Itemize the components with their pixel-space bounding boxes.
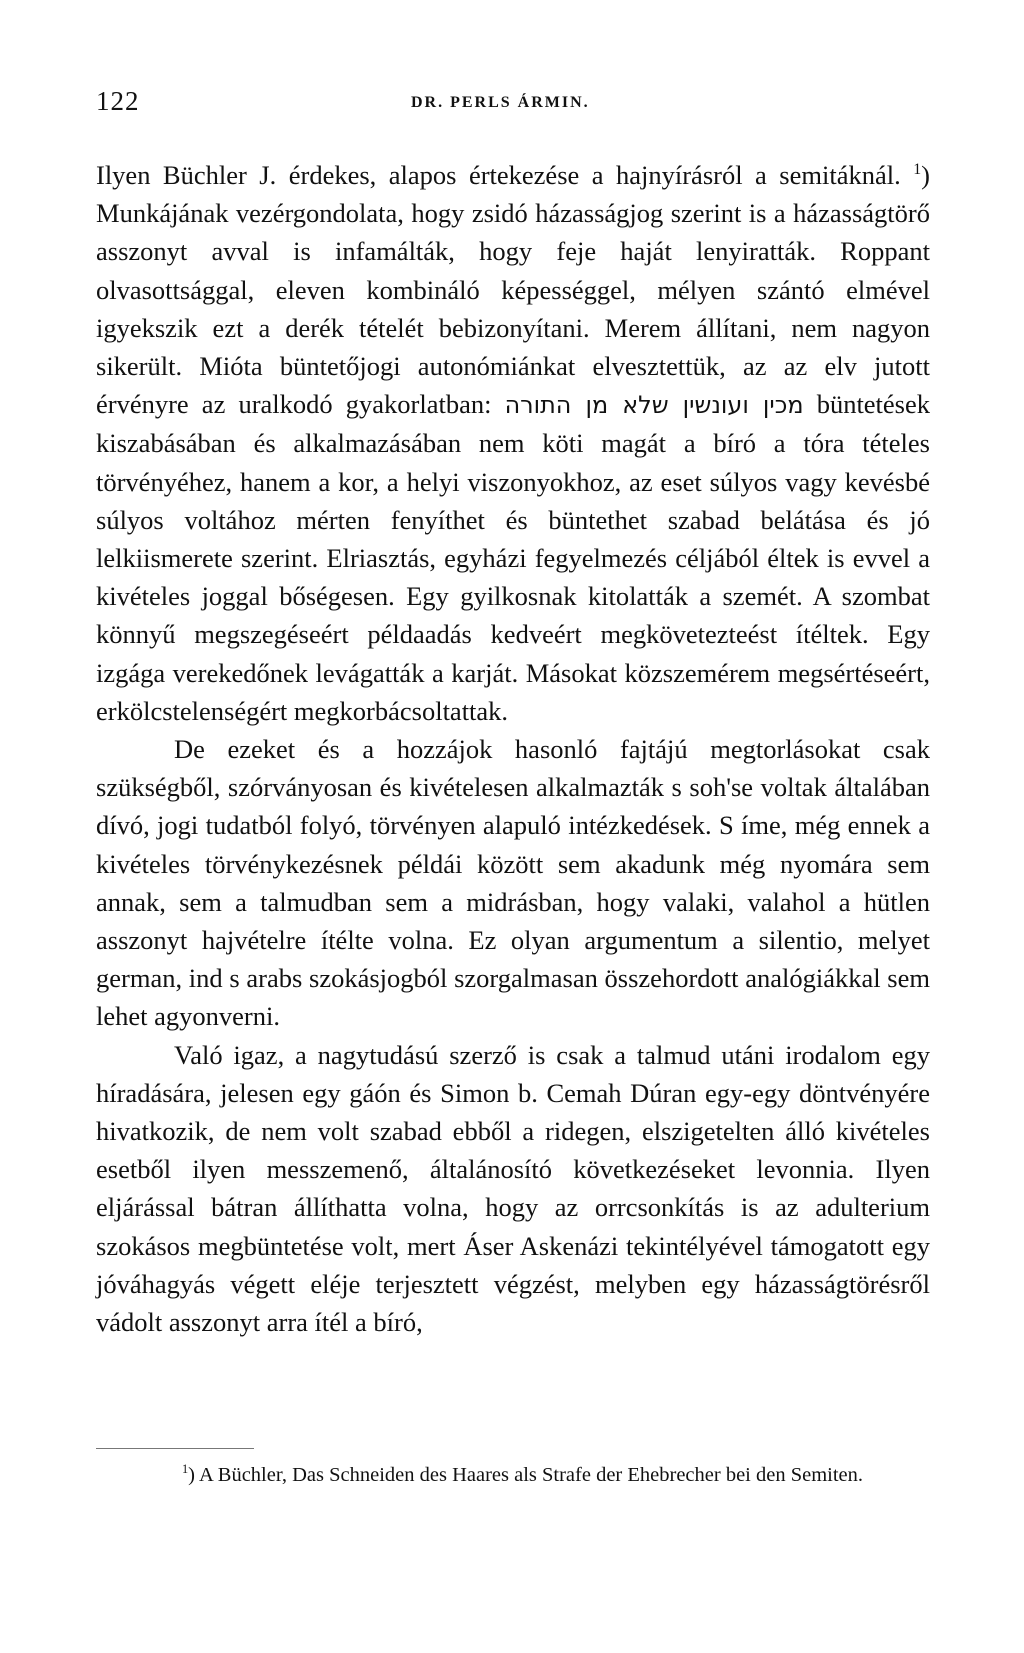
- paragraph-3: Való igaz, a nagytudású szerző is csak a talmud utáni irodalom egy híradására, jelesen egy gáón és Simon b. Cemah Dúran egy-egy döntvényére hivatkozik, de nem volt szabad ebből a ridegen, elszigetelten álló kivételes esetből ilyen messzemenő, általánosító következéseket levonnia. Ilyen eljárással bátran állíthatta volna, hogy az orrcsonkítás is az adulterium szokásos megbüntetése volt, mert Áser Askenázi tekintélyével támogatott egy jóváhagyás végett eléje terjesztett végzést, melyben egy házasságtörésről vádolt asszonyt arra ítél a bíró,: [96, 1039, 930, 1338]
- footnote-text: ) A Büchler, Das Schneiden des Haares als Strafe der Ehebrecher bei den Semiten.: [188, 1464, 864, 1486]
- body-text: [96, 156, 930, 1341]
- paragraph-1: [96, 156, 930, 730]
- paragraph-1-text-c: büntetések kiszabásában és alkalmazásában nem köti magát a bíró a tóra tételes törvényéhez, hanem a kor, a helyi viszonyokhoz, az eset súlyos vagy kevésbé súlyos voltához mérten fenyíthet és büntethet szabad belátása és jó lelkiismerete szerint. Elriasztás, egyházi fegyelmezés céljából éltek is evvel a kivételes joggal bőségesen. Egy gyilkosnak kitolatták a szemét. A szombat könnyű megszegéseért példaadás kedveért megkövetezteést ítéltek. Egy izgága verekedőnek levágatták a karját. Másokat közszemérem megsértéseért, erkölcstelenségért megkorbácsoltattak.: [96, 389, 931, 726]
- paragraph-1-text-b: ) Munkájának vezérgondolata, hogy zsidó házasságjog szerint is a házasságtörő asszonyt avval is infamálták, hogy feje haját lenyiratták. Roppant olvasottsággal, eleven kombináló képességgel, mélyen szántó elmével igyekszik ezt a derék tételét bebizonyítani. Merem állítani, nem nagyon sikerült. Mióta büntetőjogi autonómiánkat elvesztettük, az az elv jutott érvényre az uralkodó gyakorlatban:: [96, 160, 930, 420]
- footnote-marker: 1: [182, 1462, 189, 1477]
- running-head: [96, 86, 926, 122]
- paragraph-2: De ezeket és a hozzájok hasonló fajtájú megtorlásokat csak szükségből, szórványosan és kivételesen alkalmazták s soh'se voltak általában dívó, jogi tudatból folyó, törvényen alapuló intézkedések. S íme, még ennek a kivételes törvénykezésnek példái között sem akadunk még nyomára sem annak, sem a talmudban sem a midrásban, hogy valaki, valahol a hütlen asszonyt hajvételre ítélte volna. Ez olyan argumentum a silentio, melyet german, ind s arabs szokásjogból szorgalmasan összehordott analógiákkal sem lehet agyonverni.: [96, 734, 930, 1032]
- footnote: [96, 1460, 930, 1490]
- footnote-divider: [96, 1448, 254, 1449]
- hebrew-phrase: מכין ועונשין שלא מן התורה: [504, 391, 804, 420]
- page-number: 122: [96, 86, 140, 116]
- header-author: DR. PERLS ÁRMIN.: [411, 94, 590, 111]
- footnote-reference[interactable]: 1: [913, 161, 922, 179]
- paragraph-1-text-a: Ilyen Büchler J. érdekes, alapos értekezése a hajnyírásról a semitáknál.: [96, 160, 901, 190]
